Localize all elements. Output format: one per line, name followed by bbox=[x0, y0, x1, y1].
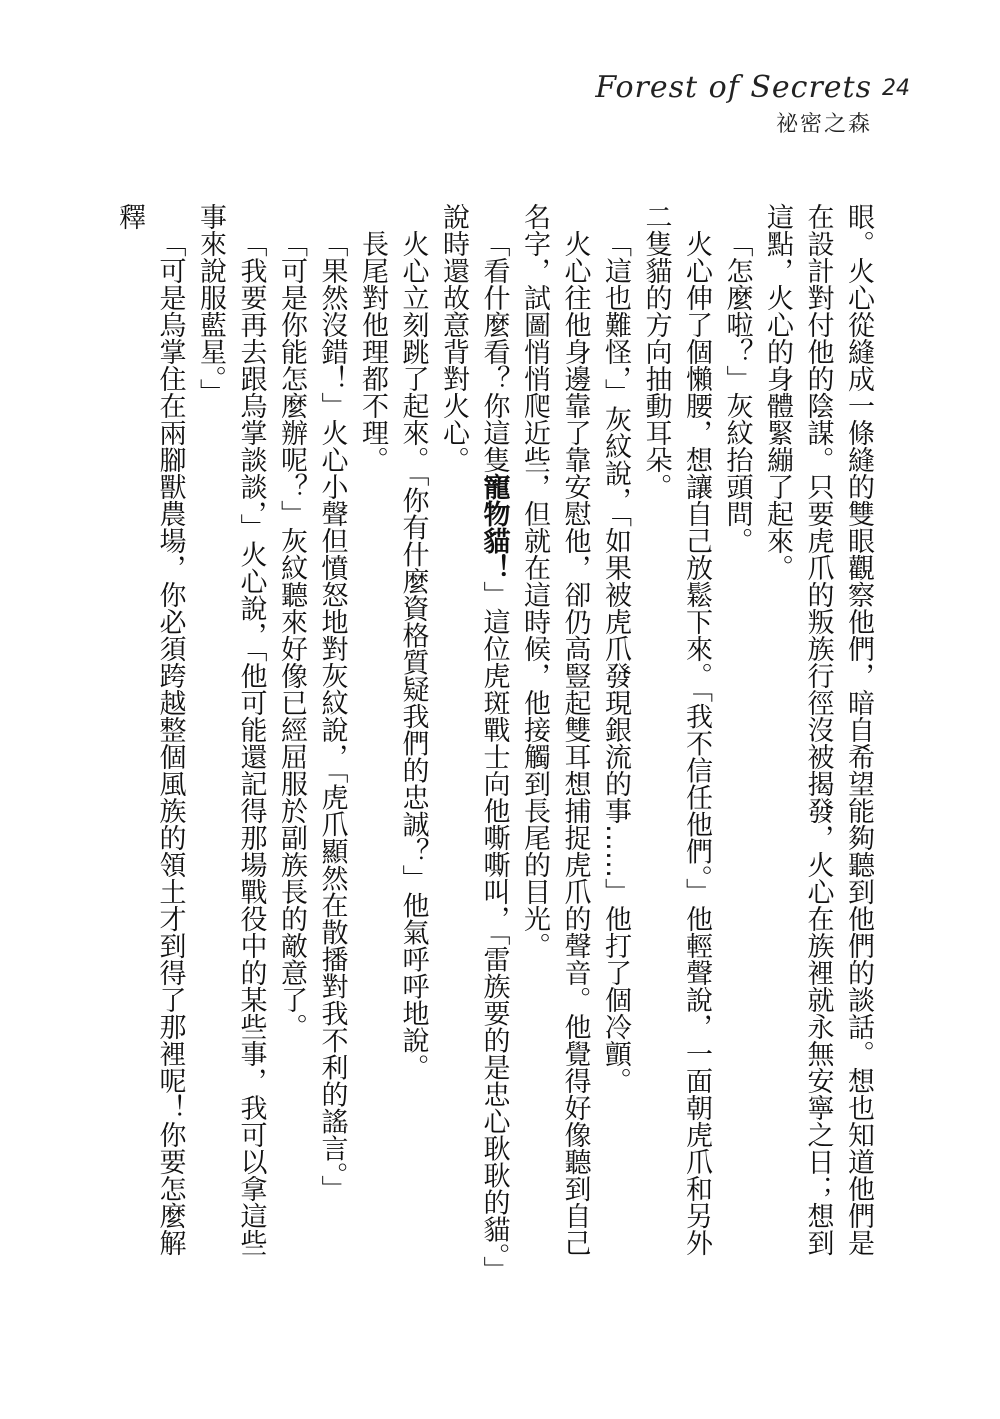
paragraph: 「可是烏掌住在兩腳獸農場，你必須跨越整個風族的領土才到得了那裡呢！你要怎麼解釋 bbox=[114, 203, 186, 1256]
paragraph: 長尾對他理都不理。 bbox=[357, 230, 388, 473]
dialogue-text: 「看什麼看？你這隻 bbox=[478, 230, 510, 473]
paragraph: 「這也難怪，」灰紋說，「如果被虎爪發現銀流的事……」他打了個冷顫。 bbox=[600, 230, 631, 1094]
series-title: Forest of Secrets bbox=[595, 70, 872, 105]
paragraph: 眼。火心從縫成一條縫的雙眼觀察他們，暗自希望能夠聽到他們的談話。想也知道他們是在設計對付他的陰謀。只要虎爪的叛族行徑沒被揭發，火心在族裡就永無安寧之日；想到這點，火心的身體緊繃了起來。 bbox=[762, 203, 874, 1256]
book-title: 祕密之森 bbox=[775, 112, 872, 137]
paragraph bbox=[433, 203, 514, 1273]
paragraph: 火心往他身邊靠了靠安慰他，卻仍高豎起雙耳想捕捉虎爪的聲音。他覺得好像聽到自己名字，試圖悄悄爬近些，但就在這時候，他接觸到長尾的目光。 bbox=[519, 203, 591, 1256]
paragraph: 「果然沒錯！」火心小聲但憤怒地對灰紋說，「虎爪顯然在散播對我不利的謠言。」 bbox=[316, 230, 348, 1202]
page-header bbox=[595, 70, 910, 138]
paragraph: 「可是你能怎麼辦呢？」灰紋聽來好像已經屈服於副族長的敵意了。 bbox=[276, 230, 307, 1040]
page-number: 24 bbox=[882, 76, 910, 101]
dialogue-text: 」這位虎斑戰士向他嘶嘶叫，「雷族要的是忠心耿耿的貓。」說時還故意背對火心。 bbox=[438, 203, 510, 1270]
paragraph: 「我要再去跟烏掌談談，」火心說，「他可能還記得那場戰役中的某些事，我可以拿這些事來說服藍星。」 bbox=[195, 203, 267, 1256]
body-text bbox=[114, 203, 878, 1273]
paragraph: 「怎麼啦？」灰紋抬頭問。 bbox=[721, 230, 753, 554]
paragraph: 火心伸了個懶腰，想讓自己放鬆下來。「我不信任他們。」他輕聲說，一面朝虎爪和另外二隻貓的方向抽動耳朵。 bbox=[640, 203, 712, 1256]
emphasized-text: 寵物貓！ bbox=[478, 473, 510, 581]
paragraph: 火心立刻跳了起來。「你有什麼資格質疑我們的忠誠？」他氣呼呼地說。 bbox=[397, 230, 429, 1081]
